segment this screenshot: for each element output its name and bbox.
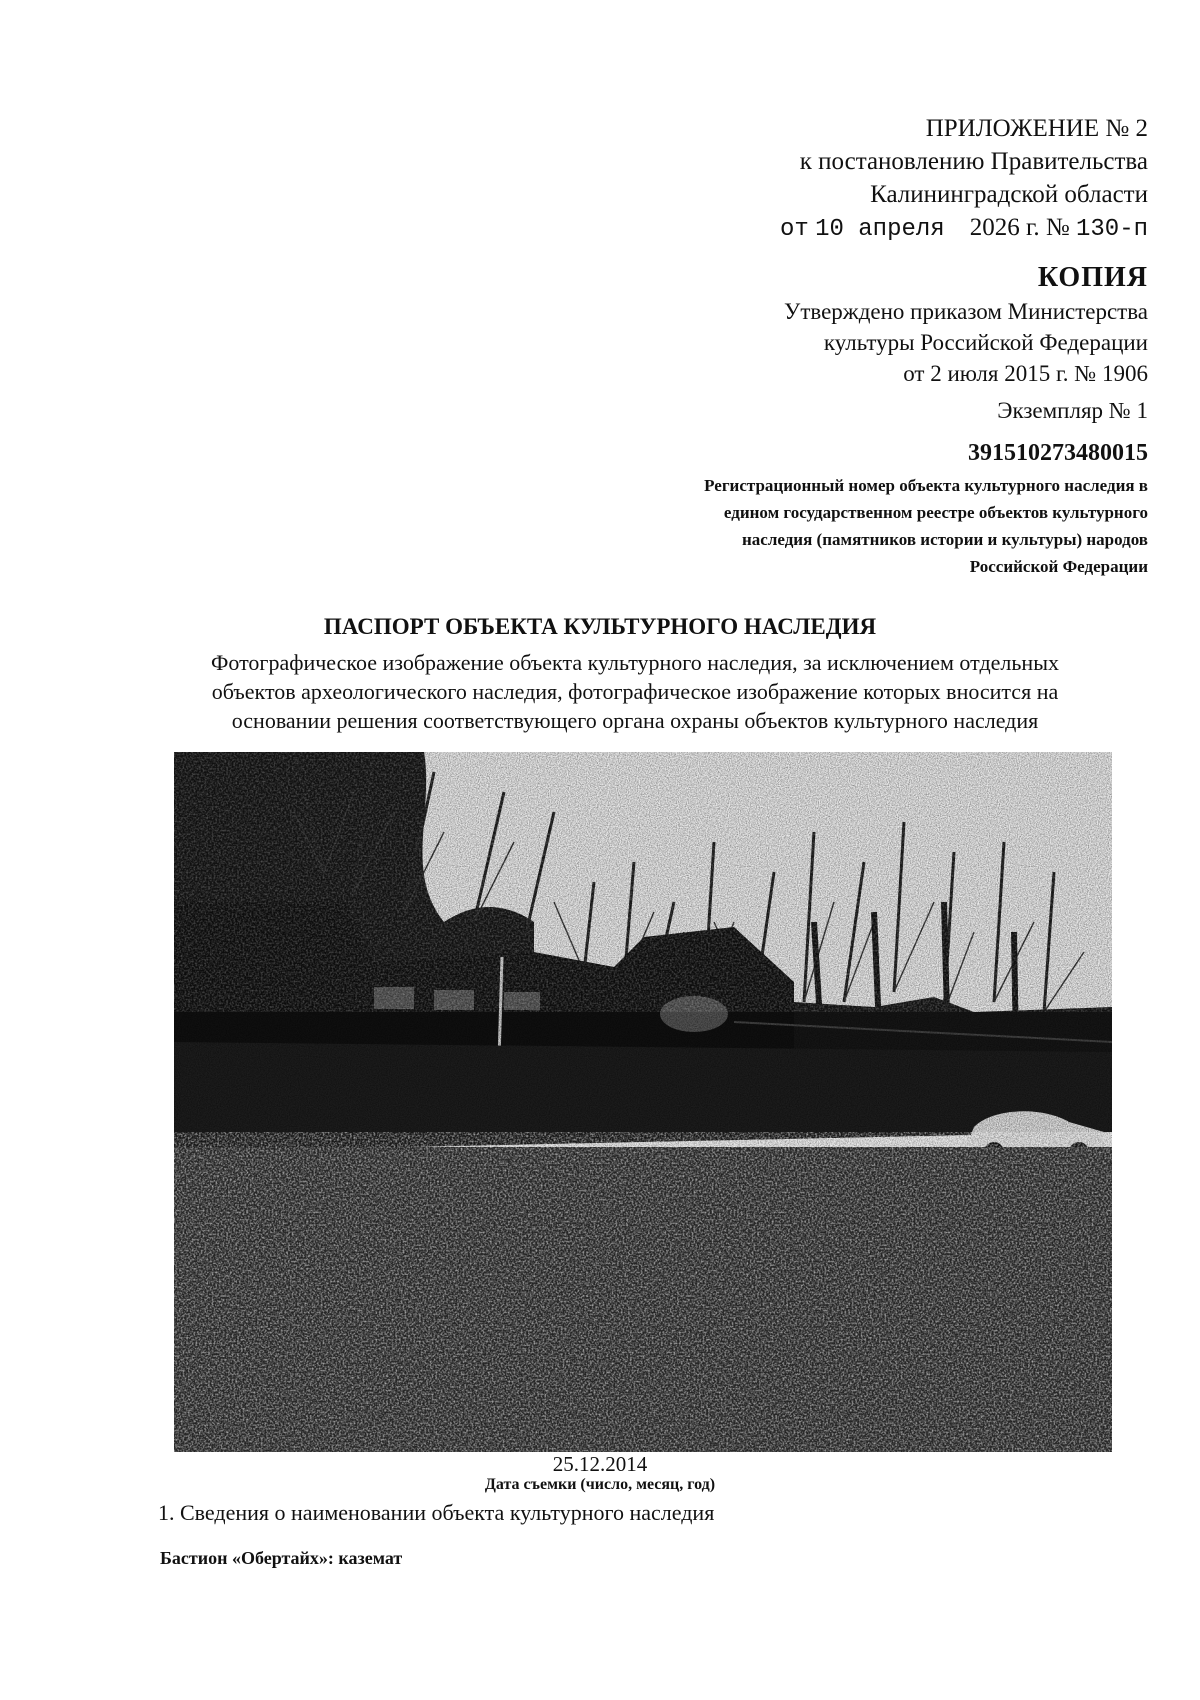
object-name: Бастион «Обертайх»: каземат	[160, 1548, 403, 1568]
shoot-date: 25.12.2014	[552, 1452, 648, 1476]
passport-title: ПАСПОРТ ОБЪЕКТА КУЛЬТУРНОГО НАСЛЕДИЯ	[323, 614, 877, 639]
object-photo	[174, 752, 1112, 1452]
resolution-number: 130-п	[1075, 216, 1148, 243]
copy-number: Экземпляр № 1	[997, 398, 1148, 423]
section-1-heading: 1. Сведения о наименовании объекта культурного наследия	[158, 1500, 715, 1525]
object-photo-image	[174, 752, 1112, 1452]
registration-caption	[588, 472, 1148, 580]
date-year: 2026 г.	[969, 214, 1040, 241]
appendix-region-line: Калининградской области	[870, 181, 1148, 208]
approval-block	[548, 296, 1148, 389]
registration-caption-line-4: Российской Федерации	[969, 557, 1148, 576]
number-prefix: №	[1045, 214, 1070, 241]
date-prefix: от	[780, 216, 809, 243]
appendix-date-line	[548, 211, 1148, 246]
shoot-date-caption: Дата съемки (число, месяц, год)	[484, 1476, 716, 1493]
appendix-header	[548, 112, 1148, 246]
date-day: 10 апреля	[815, 216, 945, 243]
copy-stamp: КОПИЯ	[1037, 262, 1148, 293]
registration-caption-line-1: Регистрационный номер объекта культурного наследия в	[704, 476, 1148, 495]
photo-caption-line-3: основании решения соответствующего органа охраны объектов культурного наследия	[231, 708, 1039, 733]
photo-caption	[140, 648, 1130, 735]
approval-line-2: культуры Российской Федерации	[823, 330, 1148, 355]
appendix-resolution-line: к постановлению Правительства	[799, 148, 1148, 175]
photo-caption-line-2: объектов археологического наследия, фотографическое изображение которых вносится на	[211, 679, 1059, 704]
registration-caption-line-2: едином государственном реестре объектов культурного	[723, 503, 1148, 522]
approval-line-1: Утверждено приказом Министерства	[784, 299, 1148, 324]
registration-number: 391510273480015	[968, 440, 1148, 466]
approval-line-3: от 2 июля 2015 г. № 1906	[903, 361, 1148, 386]
registration-caption-line-3: наследия (памятников истории и культуры) народов	[742, 530, 1148, 549]
appendix-title: ПРИЛОЖЕНИЕ № 2	[925, 115, 1148, 142]
photo-caption-line-1: Фотографическое изображение объекта культурного наследия, за исключением отдельных	[211, 650, 1059, 675]
